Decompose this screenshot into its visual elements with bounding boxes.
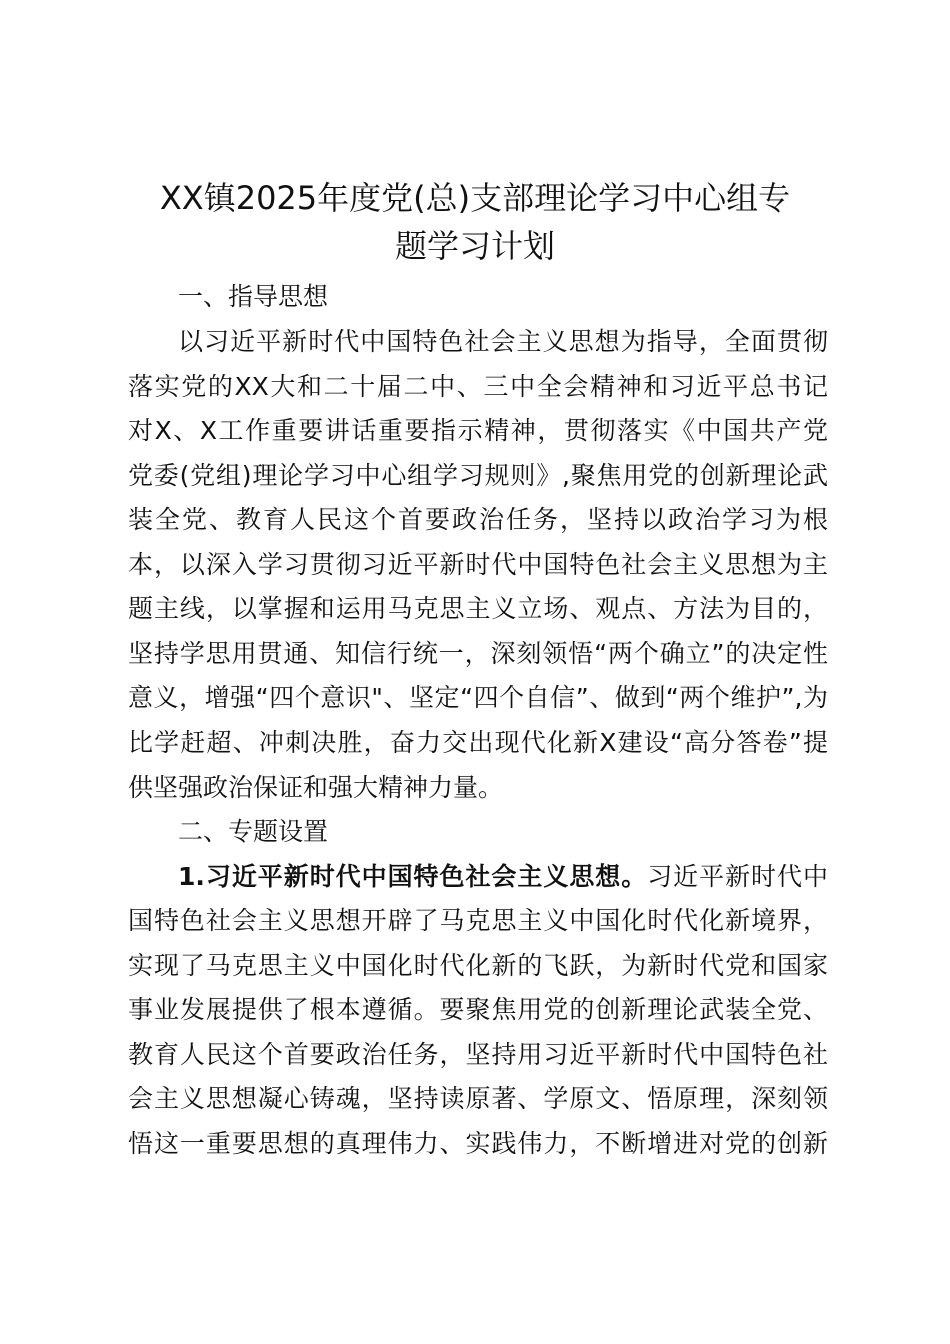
paragraph-line: 会主义思想凝心铸魂，坚持读原著、学原文、悟原理，深刻领 [128, 1084, 828, 1113]
paragraph-line: 装全党、教育人民这个首要政治任务，坚持以政治学习为根 [128, 505, 828, 534]
paragraph-line: 国特色社会主义思想开辟了马克思主义中国化时代化新境界， [128, 906, 828, 935]
paragraph-line: 题主线，以掌握和运用马克思主义立场、观点、方法为目的， [128, 594, 828, 623]
paragraph-line: 坚持学思用贯通、知信行统一，深刻领悟“两个确立”的决定性 [128, 639, 828, 668]
section-heading-guiding-ideology: 一、指导思想 [178, 282, 329, 311]
paragraph-line: 实现了马克思主义中国化时代化新的飞跃，为新时代党和国家 [128, 951, 828, 980]
paragraph-line: 事业发展提供了根本遵循。要聚焦用党的创新理论武装全党、 [128, 995, 828, 1024]
paragraph-line: 落实党的XX大和二十届二中、三中全会精神和习近平总书记 [128, 372, 828, 401]
topic-1-first-line [178, 857, 828, 897]
document-title-line-2: 题学习计划 [394, 227, 555, 265]
document-title-line-1: XX镇2025年度党(总)支部理论学习中心组专 [159, 179, 791, 217]
paragraph-line: 以习近平新时代中国特色社会主义思想为指导，全面贯彻 [178, 327, 828, 356]
paragraph-line: 对X、X工作重要讲话重要指示精神，贯彻落实《中国共产党 [128, 416, 828, 445]
paragraph-line: 教育人民这个首要政治任务，坚持用习近平新时代中国特色社 [128, 1040, 828, 1069]
section-heading-topics: 二、专题设置 [178, 817, 329, 846]
topic-1-first-line-text: 习近平新时代中 [647, 862, 828, 891]
topic-1-heading: 1.习近平新时代中国特色社会主义思想。 [178, 862, 648, 891]
paragraph-line: 比学赶超、冲刺决胜，奋力交出现代化新X建设“高分答卷”提 [128, 728, 828, 757]
paragraph-line: 意义，增强“四个意识"、坚定“四个自信”、做到“两个维护”,为 [128, 683, 828, 712]
paragraph-line: 悟这一重要思想的真理伟力、实践伟力，不断增进对党的创新 [128, 1129, 828, 1158]
paragraph-line: 本，以深入学习贯彻习近平新时代中国特色社会主义思想为主 [128, 550, 828, 579]
paragraph-line: 党委(党组)理论学习中心组学习规则》,聚焦用党的创新理论武 [128, 461, 828, 490]
paragraph-line: 供坚强政治保证和强大精神力量。 [128, 773, 504, 802]
